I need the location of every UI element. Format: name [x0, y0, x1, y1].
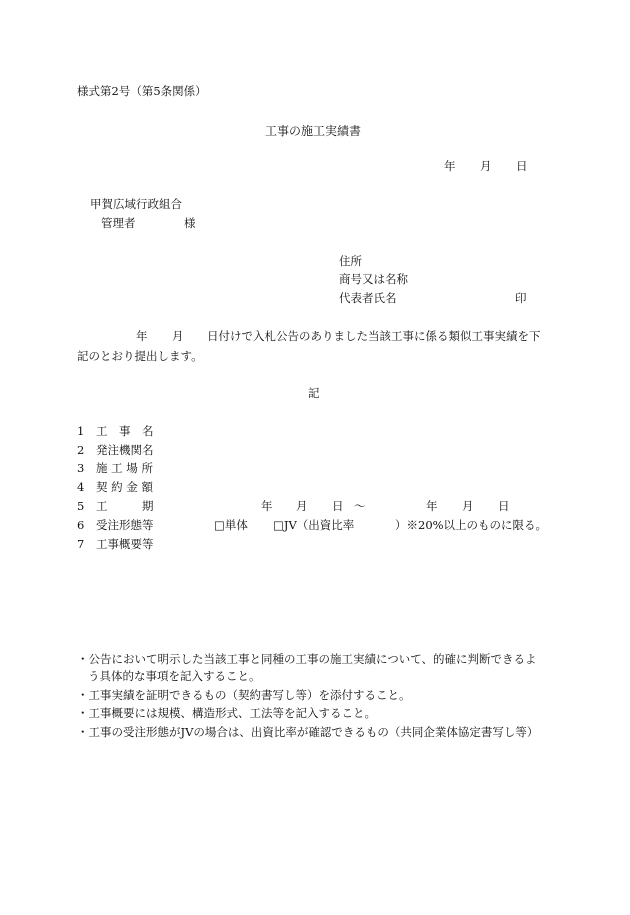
date-year: 年 — [444, 159, 456, 173]
item-label-period-a: 工 — [96, 499, 108, 513]
item-number: 6 — [77, 518, 85, 532]
intro-year: 年 — [136, 329, 148, 343]
item-label-ordering-agency: 発注機関名 — [96, 443, 154, 457]
item-label-order-type: 受注形態等 — [96, 518, 154, 532]
ki-heading: 記 — [308, 386, 320, 400]
period-tilde: ～ — [354, 499, 366, 513]
recipient-honorific: 様 — [184, 216, 196, 230]
intro-line2: 記のとおり提出します。 — [77, 349, 203, 363]
jv-checkbox[interactable]: □JV（出資比率 — [273, 518, 355, 532]
applicant-name-label: 商号又は名称 — [339, 272, 408, 286]
note-4: ・工事の受注形態がJVの場合は、出資比率が確認できるもの（共同企業体協定書写し等） — [77, 725, 539, 739]
note-1-continued: う具体的な事項を記入すること。 — [88, 669, 261, 683]
item-label-period-b: 期 — [142, 499, 154, 513]
single-checkbox[interactable]: □単体 — [214, 518, 248, 532]
jv-ratio-note: ）※20%以上のものに限る。 — [395, 518, 548, 532]
item-number: 7 — [77, 537, 85, 551]
intro-line1: 日付けで入札公告のありました当該工事に係る類似工事実績を下 — [207, 329, 541, 343]
item-label-construction-name: 工 事 名 — [96, 424, 154, 438]
note-3: ・工事概要には規模、構造形式、工法等を記入すること。 — [77, 706, 376, 720]
period-start-year: 年 — [261, 499, 273, 513]
item-number: 4 — [77, 480, 85, 494]
date-month: 月 — [480, 159, 492, 173]
applicant-representative-label: 代表者氏名 — [339, 291, 397, 305]
period-end-day: 日 — [498, 499, 510, 513]
intro-month: 月 — [172, 329, 184, 343]
item-number: 5 — [77, 499, 85, 513]
recipient-org: 甲賀広域行政組合 — [90, 197, 182, 211]
period-start-month: 月 — [296, 499, 308, 513]
recipient-manager: 管理者 — [101, 216, 136, 230]
period-end-year: 年 — [426, 499, 438, 513]
date-day: 日 — [516, 159, 528, 173]
item-label-overview: 工事概要等 — [96, 537, 154, 551]
form-number: 様式第2号（第5条関係） — [77, 84, 207, 98]
applicant-address-label: 住所 — [339, 254, 362, 268]
note-1: ・公告において明示した当該工事と同種の工事の施工実績について、的確に判断できるよ — [77, 652, 537, 666]
item-number: 1 — [77, 424, 85, 438]
period-start-day: 日 — [332, 499, 344, 513]
seal-mark: 印 — [515, 291, 527, 305]
item-label-contract-amount: 契 約 金 額 — [96, 480, 153, 494]
item-number: 2 — [77, 443, 85, 457]
item-number: 3 — [77, 461, 85, 475]
document-title: 工事の施工実績書 — [265, 124, 362, 138]
period-end-month: 月 — [462, 499, 474, 513]
item-label-site: 施 工 場 所 — [96, 461, 153, 475]
note-2: ・工事実績を証明できるもの（契約書写し等）を添付すること。 — [77, 688, 411, 702]
